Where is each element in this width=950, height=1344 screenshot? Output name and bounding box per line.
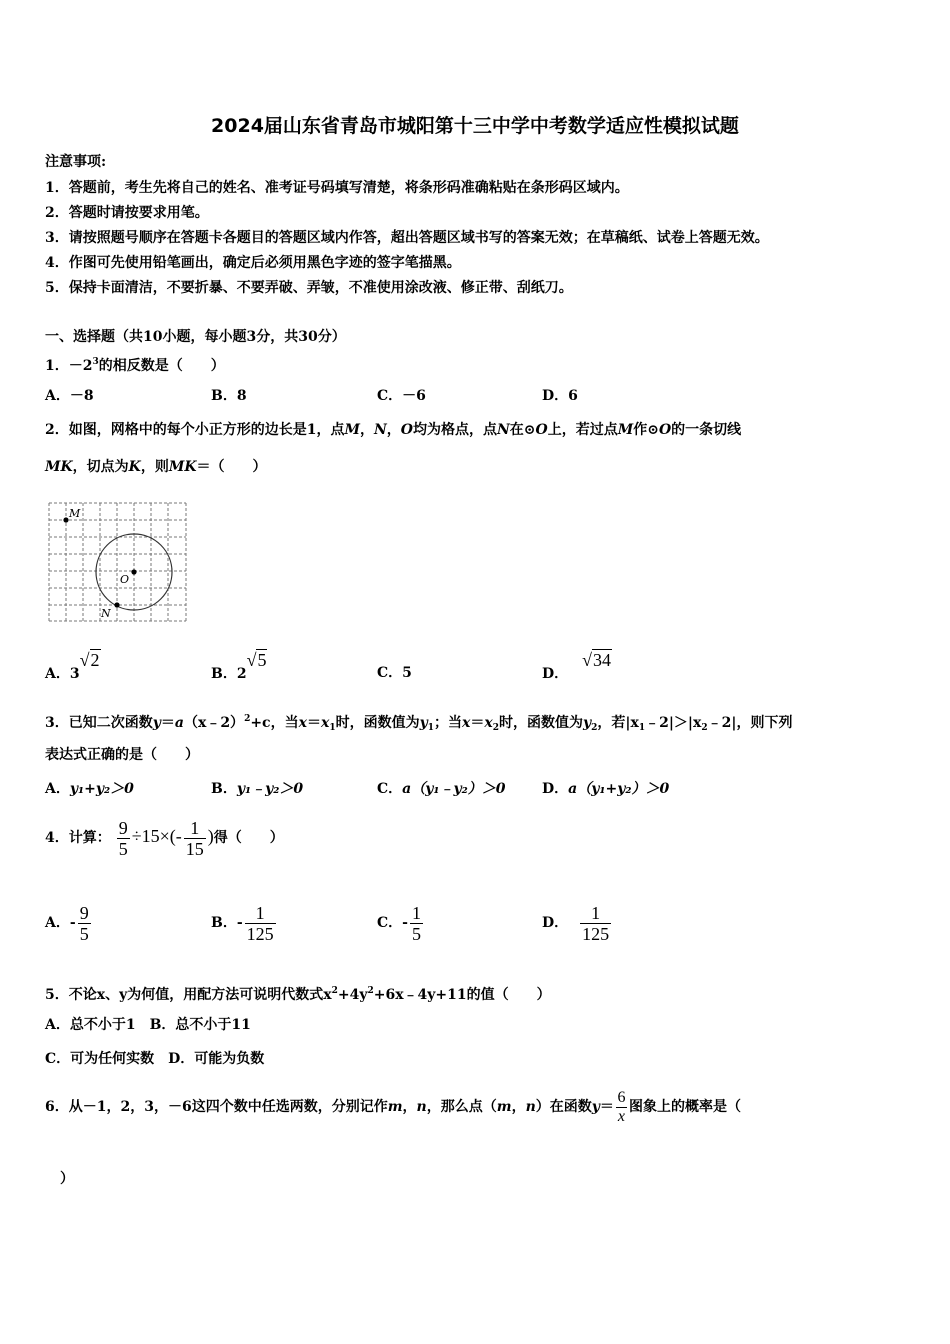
notice-item: 5．保持卡面清洁，不要折暴、不要弄破、弄皱，不准使用涂改液、修正带、刮纸刀。 (45, 280, 573, 296)
page-title: 2024届山东省青岛市城阳第十三中学中考数学适应性模拟试题 (211, 115, 739, 137)
point-o (131, 569, 136, 574)
notice-item: 4．作图可先使用铅笔画出，确定后必须用黑色字迹的签字笔描黑。 (45, 255, 461, 271)
question-1-stem: 1．$-2^3$的相反数是（ ） (45, 357, 225, 374)
label-o: O (120, 573, 130, 586)
question-2-stem-line2: MK，切点为K，则MK＝（ ） (45, 459, 267, 475)
notice-heading: 注意事项: (45, 154, 107, 170)
q4-option-b[interactable]: B．- $\frac{1}{125}$ (211, 902, 274, 944)
q2-option-b[interactable]: B．2√5 (211, 650, 267, 682)
notice-item: 3．请按照题号顺序在答题卡各题目的答题区域内作答，超出答题区域书写的答案无效；在草稿纸、试卷上答题无效。 (45, 230, 769, 246)
q1-option-c[interactable]: C．－6 (377, 388, 426, 404)
point-m (63, 517, 68, 522)
question-2-stem-line1: 2．如图，网格中的每个小正方形的边长是1，点M，N，O均为格点，点N在⊙O上，若过点M作⊙O的一条切线 (45, 422, 742, 438)
label-m: M (69, 507, 81, 520)
q1-option-b[interactable]: B．8 (211, 388, 247, 404)
question-3-stem-line2: 表达式正确的是（ ） (45, 747, 199, 763)
q4-option-a[interactable]: A．- $\frac{9}{5}$ (45, 902, 89, 944)
question-3-stem-line1: 3．已知二次函数y＝a（x﹣2）$^2$+c，当$x=x_1$时，函数值为$y_1$；当$x=x_2$时，函数值为$y_2$，若$|x_1﹣2|>|x_2﹣2|$，则下列 (45, 714, 793, 733)
q3-option-c[interactable]: C．a（y₁﹣y₂）＞0 (377, 781, 506, 797)
q5-options-cd[interactable]: C．可为任何实数 D．可能为负数 (45, 1051, 265, 1067)
q2-grid-figure (47, 500, 189, 624)
q1-option-a[interactable]: A．－8 (45, 388, 94, 404)
question-6-close: ） (60, 1171, 74, 1187)
notice-item: 2．答题时请按要求用笔。 (45, 205, 209, 221)
q2-option-d[interactable]: D．√34 (542, 650, 612, 682)
q2-option-a[interactable]: A．3√2 (45, 650, 100, 682)
q4-option-d[interactable]: D． $\frac{1}{125}$ (542, 902, 610, 944)
q3-option-b[interactable]: B．y₁﹣y₂＞0 (211, 781, 304, 797)
question-4-stem: 4．计算： $\frac{9}{5}$ ÷15×(- $\frac{1}{15}$ )得（ ） (45, 817, 284, 859)
q4-option-c[interactable]: C．- $\frac{1}{5}$ (377, 902, 421, 944)
notice-item: 1．答题前，考生先将自己的姓名、准考证号码填写清楚，将条形码准确粘贴在条形码区域内。 (45, 180, 629, 196)
q3-option-a[interactable]: A．y₁+y₂＞0 (45, 781, 134, 797)
question-6-stem: 6．从－1，2，3，－6这四个数中任选两数，分别记作m，n，那么点（m，n）在函数y＝ $\frac{6}{x}$ 图象上的概率是（ (45, 1088, 741, 1125)
q2-option-c[interactable]: C．5 (377, 665, 412, 681)
label-n: N (101, 607, 111, 620)
point-n (114, 602, 119, 607)
question-5-stem: 5．不论x、y为何值，用配方法可说明代数式$x^2+4y^2+6x﹣4y+11$的值（ ） (45, 986, 551, 1003)
section-heading: 一、选择题（共10小题，每小题3分，共30分） (45, 329, 346, 345)
q5-options-ab[interactable]: A．总不小于1 B．总不小于11 (45, 1017, 251, 1033)
q1-option-d[interactable]: D．6 (542, 388, 578, 404)
q3-option-d[interactable]: D．a（y₁+y₂）＞0 (542, 781, 670, 797)
